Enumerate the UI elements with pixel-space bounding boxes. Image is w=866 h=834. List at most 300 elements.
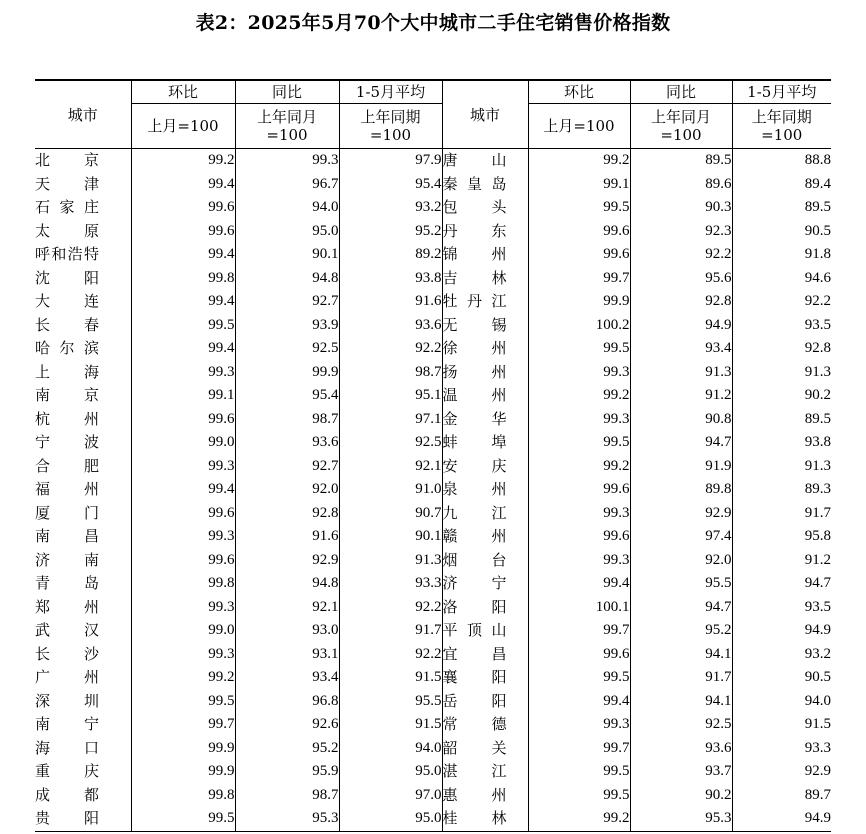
avg-value-right: 92.9 (732, 760, 831, 784)
city-cell-left (35, 596, 131, 620)
avg-value-right: 94.7 (732, 572, 831, 596)
city-char: 庆 (83, 762, 99, 780)
yoy-value-right: 90.8 (630, 408, 732, 432)
city-cell-right (442, 478, 528, 502)
city-cell-left (35, 431, 131, 455)
mom-value-left: 99.9 (131, 737, 235, 761)
table-row (35, 173, 831, 197)
table-row (35, 361, 831, 385)
city-cell-left (35, 196, 131, 220)
city-char: 长 (35, 644, 51, 663)
table-row (35, 290, 831, 314)
mom-value-right: 99.4 (528, 690, 630, 714)
city-char: 吉 (442, 268, 458, 287)
city-char: 埠 (491, 433, 507, 451)
city-char: 庆 (491, 456, 507, 475)
city-char: 庄 (83, 198, 99, 216)
yoy-value-right: 89.8 (630, 478, 732, 502)
city-cell-right (442, 784, 528, 808)
mom-value-right: 99.1 (528, 173, 630, 197)
avg-value-left: 91.6 (339, 290, 442, 314)
city-cell-right (442, 572, 528, 596)
yoy-value-left: 96.8 (235, 690, 339, 714)
mom-value-right: 99.9 (528, 290, 630, 314)
table-row (35, 243, 831, 267)
city-char: 广 (35, 668, 51, 686)
city-char: 扬 (442, 362, 458, 381)
city-char: 上 (35, 362, 51, 381)
city-char: 津 (83, 174, 99, 193)
city-cell-left (35, 807, 131, 831)
city-char: 东 (491, 221, 507, 240)
mom-value-right: 99.2 (528, 807, 630, 831)
yoy-base-right: 上年同月 =100 (630, 104, 732, 149)
city-char: 沙 (83, 644, 99, 663)
city-cell-right (442, 737, 528, 761)
city-char: 江 (491, 503, 507, 522)
city-char: 顶 (466, 621, 482, 639)
city-char: 济 (442, 574, 458, 592)
city-char: 圳 (83, 691, 99, 710)
avg-value-right: 93.8 (732, 431, 831, 455)
city-cell-left (35, 220, 131, 244)
mom-value-right: 99.5 (528, 666, 630, 690)
yoy-value-left: 92.0 (235, 478, 339, 502)
avg-value-left: 92.2 (339, 643, 442, 667)
city-cell-left (35, 478, 131, 502)
mom-value-left: 99.6 (131, 408, 235, 432)
city-char: 合 (35, 456, 51, 475)
city-char: 重 (35, 762, 51, 780)
city-char: 德 (491, 715, 507, 733)
yoy-value-left: 94.8 (235, 572, 339, 596)
avg-value-left: 90.7 (339, 502, 442, 526)
city-cell-right (442, 619, 528, 643)
avg-value-left: 98.7 (339, 361, 442, 385)
table-row (35, 596, 831, 620)
city-char: 阳 (83, 268, 99, 287)
avg-value-right: 89.5 (732, 408, 831, 432)
city-cell-right (442, 384, 528, 408)
mom-value-right: 99.3 (528, 549, 630, 573)
city-char: 杭 (35, 409, 51, 428)
mom-value-right: 99.3 (528, 361, 630, 385)
avg-value-left: 95.1 (339, 384, 442, 408)
city-cell-right (442, 643, 528, 667)
mom-header-left: 环比 (131, 80, 235, 104)
yoy-value-left: 92.1 (235, 596, 339, 620)
city-char: 头 (491, 198, 507, 216)
city-cell-left (35, 643, 131, 667)
yoy-value-right: 95.2 (630, 619, 732, 643)
mom-value-right: 99.4 (528, 572, 630, 596)
city-char: 州 (83, 597, 99, 616)
table-row (35, 455, 831, 479)
avg-value-right: 93.3 (732, 737, 831, 761)
city-char: 成 (35, 785, 51, 804)
city-char: 无 (442, 315, 458, 334)
city-header-left: 城市 (35, 80, 131, 149)
city-char: 州 (491, 785, 507, 804)
avg-value-left: 93.3 (339, 572, 442, 596)
avg-value-left: 92.5 (339, 431, 442, 455)
city-cell-right (442, 760, 528, 784)
city-cell-left (35, 760, 131, 784)
yoy-value-right: 94.1 (630, 690, 732, 714)
city-cell-left (35, 549, 131, 573)
avg-value-left: 91.3 (339, 549, 442, 573)
yoy-value-right: 91.3 (630, 361, 732, 385)
yoy-value-right: 92.5 (630, 713, 732, 737)
city-char: 沈 (35, 268, 51, 287)
city-cell-left (35, 525, 131, 549)
mom-value-left: 99.3 (131, 643, 235, 667)
city-cell-left (35, 502, 131, 526)
mom-value-left: 99.0 (131, 431, 235, 455)
city-cell-left (35, 290, 131, 314)
city-cell-left (35, 384, 131, 408)
table-row (35, 807, 831, 831)
mom-value-left: 99.1 (131, 384, 235, 408)
avg-value-right: 92.2 (732, 290, 831, 314)
yoy-value-left: 92.7 (235, 455, 339, 479)
city-char: 州 (491, 339, 507, 357)
table-row (35, 431, 831, 455)
yoy-value-left: 95.2 (235, 737, 339, 761)
city-char: 浩 (67, 245, 83, 263)
mom-value-right: 99.6 (528, 525, 630, 549)
city-char: 宜 (442, 644, 458, 663)
yoy-value-left: 94.8 (235, 267, 339, 291)
city-char: 台 (491, 550, 507, 569)
city-char: 安 (442, 456, 458, 475)
city-char: 赣 (442, 527, 458, 545)
avg-value-right: 94.0 (732, 690, 831, 714)
city-cell-right (442, 549, 528, 573)
mom-value-right: 99.2 (528, 384, 630, 408)
avg-base-left: 上年同期 =100 (339, 104, 442, 149)
mom-value-left: 99.8 (131, 267, 235, 291)
yoy-value-right: 92.9 (630, 502, 732, 526)
yoy-value-right: 95.5 (630, 572, 732, 596)
city-char: 丹 (466, 292, 482, 310)
city-char: 阳 (491, 597, 507, 616)
city-char: 江 (491, 762, 507, 780)
city-char: 石 (35, 198, 51, 216)
city-char: 包 (442, 198, 458, 216)
city-cell-left (35, 173, 131, 197)
yoy-value-right: 92.8 (630, 290, 732, 314)
city-char: 南 (35, 527, 51, 545)
mom-value-right: 99.5 (528, 784, 630, 808)
city-char: 烟 (442, 550, 458, 569)
city-char: 丹 (442, 221, 458, 240)
yoy-value-right: 91.7 (630, 666, 732, 690)
city-char: 锡 (491, 315, 507, 334)
yoy-value-left: 92.9 (235, 549, 339, 573)
mom-value-left: 99.6 (131, 502, 235, 526)
city-char: 深 (35, 691, 51, 710)
mom-value-right: 99.5 (528, 431, 630, 455)
city-char: 阳 (83, 809, 99, 827)
avg-value-left: 97.0 (339, 784, 442, 808)
mom-value-left: 99.3 (131, 596, 235, 620)
city-cell-left (35, 666, 131, 690)
mom-value-left: 99.0 (131, 619, 235, 643)
mom-value-right: 100.1 (528, 596, 630, 620)
table-row (35, 267, 831, 291)
city-cell-left (35, 619, 131, 643)
city-char: 都 (83, 785, 99, 804)
mom-value-right: 99.6 (528, 220, 630, 244)
city-char: 北 (35, 151, 51, 169)
city-char: 宁 (491, 574, 507, 592)
avg-value-left: 89.2 (339, 243, 442, 267)
avg-value-right: 94.9 (732, 619, 831, 643)
yoy-header-left: 同比 (235, 80, 339, 104)
yoy-value-left: 92.8 (235, 502, 339, 526)
yoy-value-left: 93.4 (235, 666, 339, 690)
city-char: 徐 (442, 339, 458, 357)
city-char: 关 (491, 738, 507, 757)
city-char: 青 (35, 574, 51, 592)
city-char: 昌 (491, 644, 507, 663)
table-row (35, 196, 831, 220)
mom-value-right: 99.3 (528, 408, 630, 432)
mom-value-left: 99.5 (131, 690, 235, 714)
city-char: 原 (83, 221, 99, 240)
city-cell-right (442, 525, 528, 549)
yoy-value-right: 93.4 (630, 337, 732, 361)
avg-value-right: 91.2 (732, 549, 831, 573)
city-char: 南 (83, 550, 99, 569)
table-row (35, 478, 831, 502)
yoy-value-right: 92.2 (630, 243, 732, 267)
avg-value-right: 90.5 (732, 666, 831, 690)
city-char: 常 (442, 715, 458, 733)
city-cell-right (442, 431, 528, 455)
yoy-value-right: 89.6 (630, 173, 732, 197)
table-title: 表2：2025年5月70个大中城市二手住宅销售价格指数 (195, 12, 671, 34)
city-char: 州 (83, 668, 99, 686)
yoy-value-left: 92.6 (235, 713, 339, 737)
city-char: 特 (83, 245, 99, 263)
mom-value-right: 100.2 (528, 314, 630, 338)
city-char: 华 (491, 409, 507, 428)
city-cell-left (35, 408, 131, 432)
city-cell-left (35, 361, 131, 385)
mom-value-right: 99.2 (528, 455, 630, 479)
avg-base-right: 上年同期 =100 (732, 104, 831, 149)
table-row (35, 666, 831, 690)
avg-value-right: 94.9 (732, 807, 831, 831)
city-char: 大 (35, 292, 51, 310)
avg-value-left: 95.2 (339, 220, 442, 244)
mom-value-right: 99.2 (528, 149, 630, 173)
city-char: 京 (83, 151, 99, 169)
city-char: 哈 (35, 339, 51, 357)
city-char: 阳 (491, 691, 507, 710)
mom-base-right: 上月=100 (528, 104, 630, 149)
yoy-value-right: 94.7 (630, 596, 732, 620)
city-cell-right (442, 149, 528, 173)
mom-base-left: 上月=100 (131, 104, 235, 149)
table-row (35, 619, 831, 643)
city-char: 南 (35, 715, 51, 733)
city-cell-right (442, 267, 528, 291)
avg-value-right: 95.8 (732, 525, 831, 549)
avg-value-left: 95.4 (339, 173, 442, 197)
avg-value-right: 89.4 (732, 173, 831, 197)
city-char: 岛 (83, 574, 99, 592)
city-cell-right (442, 502, 528, 526)
city-cell-right (442, 337, 528, 361)
table-row (35, 502, 831, 526)
city-char: 海 (35, 738, 51, 757)
mom-value-right: 99.6 (528, 643, 630, 667)
city-char: 南 (35, 386, 51, 404)
yoy-value-left: 94.0 (235, 196, 339, 220)
avg-value-left: 93.6 (339, 314, 442, 338)
city-char: 金 (442, 409, 458, 428)
city-char: 滨 (83, 339, 99, 357)
mom-value-right: 99.5 (528, 760, 630, 784)
yoy-value-left: 95.0 (235, 220, 339, 244)
city-cell-left (35, 337, 131, 361)
yoy-value-right: 92.0 (630, 549, 732, 573)
city-char: 洛 (442, 597, 458, 616)
city-cell-right (442, 243, 528, 267)
city-char: 州 (83, 409, 99, 428)
avg-value-right: 93.5 (732, 596, 831, 620)
avg-value-left: 97.9 (339, 149, 442, 173)
mom-value-right: 99.7 (528, 737, 630, 761)
city-char: 尔 (59, 339, 75, 357)
yoy-value-left: 98.7 (235, 408, 339, 432)
city-cell-right (442, 361, 528, 385)
city-cell-left (35, 267, 131, 291)
mom-value-left: 99.6 (131, 549, 235, 573)
city-cell-right (442, 690, 528, 714)
table-row (35, 549, 831, 573)
table-row (35, 784, 831, 808)
city-cell-left (35, 690, 131, 714)
city-cell-right (442, 807, 528, 831)
mom-value-right: 99.6 (528, 478, 630, 502)
mom-value-left: 99.6 (131, 196, 235, 220)
avg-value-right: 89.7 (732, 784, 831, 808)
yoy-value-right: 89.5 (630, 149, 732, 173)
city-char: 郑 (35, 597, 51, 616)
table-row (35, 737, 831, 761)
mom-header-right: 环比 (528, 80, 630, 104)
yoy-value-right: 91.2 (630, 384, 732, 408)
city-cell-right (442, 220, 528, 244)
avg-value-right: 92.8 (732, 337, 831, 361)
mom-value-left: 99.3 (131, 455, 235, 479)
mom-value-right: 99.3 (528, 502, 630, 526)
avg-value-right: 89.5 (732, 196, 831, 220)
city-cell-left (35, 314, 131, 338)
yoy-value-left: 96.7 (235, 173, 339, 197)
city-char: 呼 (35, 245, 51, 263)
yoy-value-right: 94.9 (630, 314, 732, 338)
yoy-value-right: 94.1 (630, 643, 732, 667)
city-char: 蚌 (442, 433, 458, 451)
city-char: 江 (491, 292, 507, 310)
mom-value-left: 99.8 (131, 784, 235, 808)
yoy-value-right: 90.2 (630, 784, 732, 808)
table-row (35, 572, 831, 596)
city-char: 山 (491, 621, 507, 639)
city-char: 韶 (442, 738, 458, 757)
table-row (35, 525, 831, 549)
yoy-value-left: 93.9 (235, 314, 339, 338)
city-char: 锦 (442, 245, 458, 263)
mom-value-left: 99.3 (131, 361, 235, 385)
city-char: 贵 (35, 809, 51, 827)
avg-value-right: 93.5 (732, 314, 831, 338)
table-row (35, 384, 831, 408)
city-char: 牡 (442, 292, 458, 310)
city-char: 门 (83, 503, 99, 522)
price-index-table (35, 79, 831, 832)
mom-value-left: 99.3 (131, 525, 235, 549)
city-char: 秦 (442, 174, 458, 193)
yoy-value-left: 93.0 (235, 619, 339, 643)
yoy-value-left: 92.7 (235, 290, 339, 314)
city-char: 温 (442, 386, 458, 404)
mom-value-left: 99.2 (131, 666, 235, 690)
city-char: 济 (35, 550, 51, 569)
mom-value-left: 99.8 (131, 572, 235, 596)
yoy-value-right: 97.4 (630, 525, 732, 549)
city-char: 林 (491, 809, 507, 827)
yoy-value-left: 90.1 (235, 243, 339, 267)
avg-value-right: 91.5 (732, 713, 831, 737)
city-char: 太 (35, 221, 51, 240)
city-char: 武 (35, 621, 51, 639)
avg-value-left: 91.5 (339, 713, 442, 737)
table-row (35, 149, 831, 173)
city-char: 岳 (442, 691, 458, 710)
yoy-value-right: 94.7 (630, 431, 732, 455)
city-char: 厦 (35, 503, 51, 522)
city-char: 长 (35, 315, 51, 334)
avg-header-right: 1-5月平均 (732, 80, 831, 104)
city-cell-left (35, 737, 131, 761)
city-cell-left (35, 243, 131, 267)
mom-value-left: 99.4 (131, 290, 235, 314)
avg-value-left: 91.0 (339, 478, 442, 502)
city-char: 州 (491, 245, 507, 263)
city-char: 九 (442, 503, 458, 522)
city-header-right: 城市 (442, 80, 528, 149)
table-row (35, 643, 831, 667)
mom-value-left: 99.4 (131, 173, 235, 197)
avg-value-right: 90.5 (732, 220, 831, 244)
city-cell-right (442, 455, 528, 479)
table-row (35, 314, 831, 338)
mom-value-left: 99.7 (131, 713, 235, 737)
city-char: 口 (83, 738, 99, 757)
city-char: 天 (35, 174, 51, 193)
yoy-value-left: 99.3 (235, 149, 339, 173)
mom-value-left: 99.4 (131, 478, 235, 502)
avg-value-left: 95.0 (339, 807, 442, 831)
avg-value-right: 89.3 (732, 478, 831, 502)
city-char: 京 (83, 386, 99, 404)
